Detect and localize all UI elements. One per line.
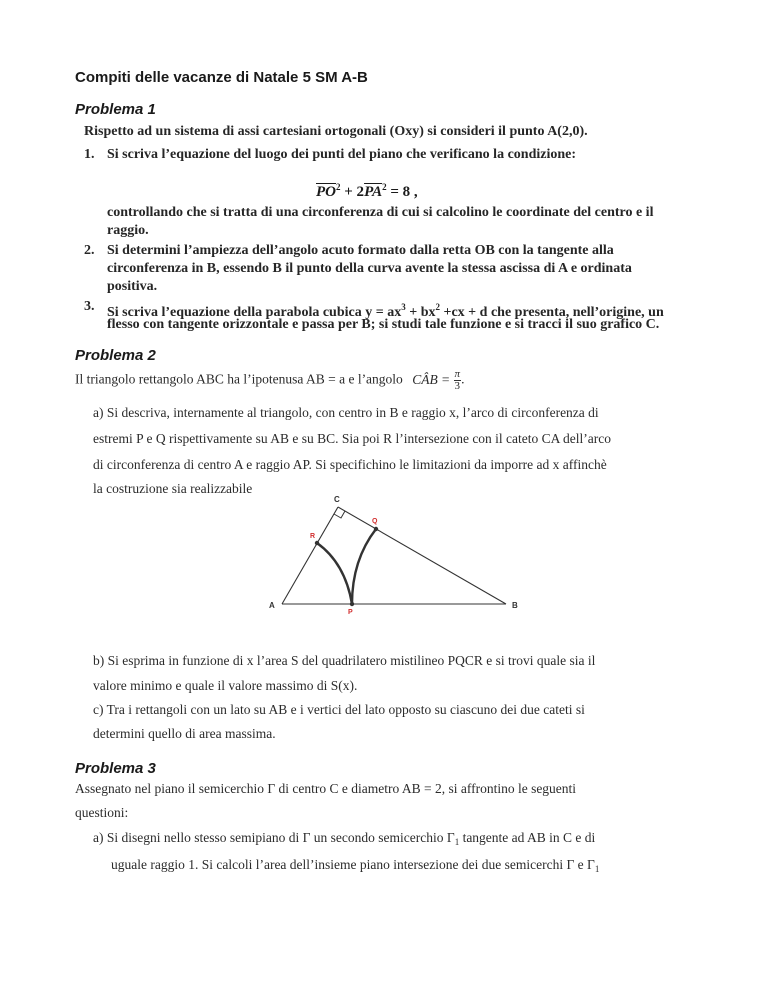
- arc-pq: [352, 529, 376, 604]
- part-c-line-2: determini quello di area massima.: [93, 726, 276, 741]
- formula-pa: $\overline{PA}$: [364, 184, 383, 200]
- point-r: [315, 541, 319, 545]
- part-b-line-2: valore minimo e quale il valore massimo di S(x).: [93, 678, 358, 693]
- item-2-line-1: Si determini l’ampiezza dell’angolo acuto formato dalla retta OB con la tangente alla: [107, 243, 614, 258]
- label-p: P: [348, 609, 353, 616]
- problem-3-line-1: Assegnato nel piano il semicerchio Γ di centro C e diametro AB = 2, si affrontino le seguenti: [75, 781, 577, 796]
- side-bc: [338, 507, 506, 604]
- problem-3-line-2: questioni:: [75, 805, 129, 820]
- part-a-line-1: a) Si descriva, internamente al triangolo, con centro in B e raggio x, l’arco di circonferenza di: [93, 405, 599, 420]
- problem-3-part-a-line-2: uguale raggio 1. Si calcoli l’area dell’insieme piano intersezione dei due semicerchi Γ e $\Gamma_1$: [111, 857, 600, 874]
- pi-over-3: $\frac{\pi}{3}$: [454, 368, 461, 392]
- arc-pr: [317, 543, 352, 604]
- item-1-line-2: controllando che si tratta di una circonferenza di cui si calcolino le coordinate del centro e il: [107, 205, 654, 220]
- label-a: A: [269, 601, 275, 610]
- part-a-line-3: di circonferenza di centro A e raggio AP. Si specifichino le limitazioni da imporre ad x affinchè: [93, 457, 607, 472]
- problem-2-intro: Il triangolo rettangolo ABC ha l’ipotenusa AB = a e l’angolo CÂB = $\frac{\pi}{3}$ .: [75, 368, 465, 392]
- page-title: Compiti delle vacanze di Natale 5 SM A-B: [75, 69, 368, 86]
- label-q: Q: [372, 518, 378, 525]
- label-r: R: [310, 533, 316, 540]
- part-c-line-1: c) Tra i rettangoli con un lato su AB e i vertici del lato opposto su ciascuno dei due cateti si: [93, 702, 585, 717]
- formula-po: $\overline{PO}$: [316, 184, 336, 200]
- label-c: C: [334, 495, 340, 504]
- point-q: [374, 527, 378, 531]
- item-3-number: 3.: [84, 299, 95, 314]
- item-1-line-3: raggio.: [107, 223, 149, 238]
- formula-pa-exp: 2: [382, 182, 387, 192]
- item-2-number: 2.: [84, 243, 95, 258]
- item-1-line-1: Si scriva l’equazione del luogo dei punti del piano che verificano la condizione:: [107, 147, 577, 162]
- problem-1-intro: Rispetto ad un sistema di assi cartesiani ortogonali (Oxy) si consideri il punto A(2,0).: [84, 124, 588, 139]
- part-a-line-4: la costruzione sia realizzabile: [93, 481, 253, 496]
- item-2-line-3: positiva.: [107, 279, 158, 294]
- formula-po-exp: 2: [336, 182, 341, 192]
- point-p: [350, 602, 354, 606]
- item-2-line-2: circonferenza in B, essendo B il punto della curva avente la stessa ascissa di A e ordinata: [107, 261, 632, 276]
- item-3-line-1: Si scriva l’equazione della parabola cubica $y = ax^3 + bx^2 +cx + d$ che presenta, nell’origine, un: [107, 302, 664, 320]
- item-1-number: 1.: [84, 147, 95, 162]
- formula-plus: + 2: [340, 184, 365, 200]
- problem-3-heading: Problema 3: [75, 760, 156, 777]
- item-3-line-2: flesso con tangente orizzontale e passa per B; si studi tale funzione e si tracci il suo grafico C.: [107, 317, 660, 332]
- part-a-line-2: estremi P e Q rispettivamente su AB e su BC. Sia poi R l’intersezione con il cateto CA dell’arco: [93, 431, 612, 446]
- part-b-line-1: b) Si esprima in funzione di x l’area S del quadrilatero mistilineo PQCR e si trovi quale sia il: [93, 653, 596, 668]
- problem-3-part-a-line-1: a) Si disegni nello stesso semipiano di Γ un secondo semicerchio $\Gamma_1$ tangente ad AB in C e di: [93, 830, 596, 847]
- triangle-figure: [250, 490, 530, 618]
- label-b: B: [512, 601, 518, 610]
- formula-eq: = 8 ,: [386, 184, 418, 200]
- angle-cab: CÂB =: [412, 371, 451, 387]
- formula: [316, 182, 418, 201]
- problem-1-heading: Problema 1: [75, 101, 156, 118]
- problem-2-heading: Problema 2: [75, 347, 156, 364]
